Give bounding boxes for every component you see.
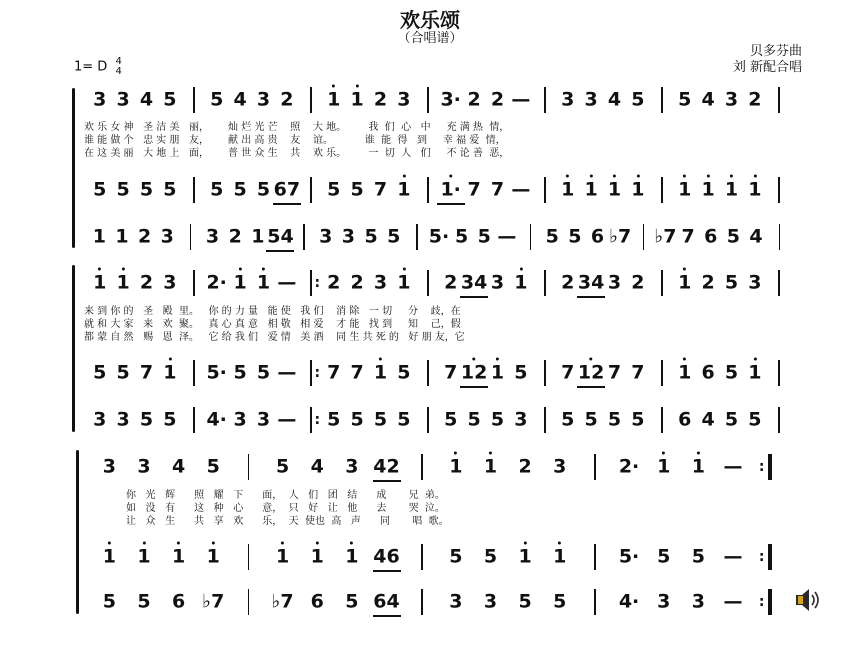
note: 3: [449, 590, 463, 613]
note: 1: [561, 178, 575, 201]
note: 3: [561, 88, 575, 111]
note: 2·: [618, 455, 640, 478]
note: 1: [327, 88, 341, 111]
lyric-s1-3: 在 这 美 丽 大 地 上 面， 普 世 众 生 共 欢 乐。 一 切 人 们 不 论 善 恶，: [84, 148, 510, 159]
barline: [778, 87, 780, 113]
note: 1: [137, 545, 151, 568]
lyric-s3-1: 你 光 辉 照 耀 下 面， 人 们 团 结 成 兄 弟。: [126, 490, 445, 501]
note: 2: [280, 88, 294, 111]
barline: [778, 270, 780, 296]
lyric-s3-3: 让 众 生 共 享 欢 乐， 天 使也 高 声 同 唱 歌。: [126, 516, 449, 527]
barline: [768, 589, 772, 615]
note: 3: [116, 408, 130, 431]
note: 7: [444, 361, 458, 384]
note: 5: [568, 225, 582, 248]
lyric-s3-2: 如 没 有 这 种 心 意， 只 好 让 他 去 哭 泣。: [126, 503, 445, 514]
note: 5: [691, 545, 705, 568]
note: 5: [137, 590, 151, 613]
note: 5: [724, 361, 739, 384]
note: 1: [657, 455, 671, 478]
note: 3: [93, 88, 107, 111]
lyric-s2-3: 都 蒙 自 然 赐 恩 泽。 它 给 我 们 爱 情 美 酒 同 生 共 死 的 好 朋 友，它: [84, 332, 465, 343]
beam-underline: [437, 203, 465, 205]
note: 5: [163, 408, 177, 431]
composer-line-2: 刘 新配合唱: [732, 60, 802, 75]
barline: [594, 589, 596, 615]
note: 1: [93, 271, 107, 294]
note: 1: [691, 455, 705, 478]
barline: [530, 224, 532, 250]
barline: [310, 407, 312, 433]
barline: [594, 544, 596, 570]
note: 2: [373, 88, 388, 111]
note: 3: [553, 455, 567, 478]
note: 2: [748, 88, 762, 111]
note: 1: [678, 178, 692, 201]
barline: [778, 177, 780, 203]
note: 5: [116, 178, 130, 201]
note: 1: [397, 178, 411, 201]
beam-underline: [577, 296, 605, 298]
note: 5: [350, 408, 364, 431]
note: 5: [256, 361, 271, 384]
note: 5: [584, 408, 598, 431]
note: 6: [678, 408, 692, 431]
song-subtitle: （合唱谱）: [397, 31, 463, 46]
note: 1: [748, 361, 762, 384]
note: 4: [233, 88, 247, 111]
note: 6: [172, 590, 186, 613]
note: 3·: [440, 88, 461, 111]
note: 5: [210, 88, 224, 111]
note: 5: [657, 545, 671, 568]
lyric-s1-1: 欢 乐 女 神 圣 洁 美 丽， 灿 烂 光 芒 照 大 地。 我 们 心 中 充 满 热 情，: [84, 122, 510, 133]
note: 1: [748, 178, 762, 201]
barline: [310, 87, 312, 113]
note: 2: [139, 271, 154, 294]
note: 2: [631, 271, 645, 294]
note: 7: [467, 178, 481, 201]
note: 2: [327, 271, 341, 294]
note: 5: [477, 225, 491, 248]
note: 5: [233, 361, 247, 384]
note: 1: [102, 545, 116, 568]
note: 1: [256, 271, 271, 294]
note: 3: [137, 455, 151, 478]
barline: [427, 87, 429, 113]
note: —: [277, 408, 297, 431]
note: 5: [724, 408, 739, 431]
note: 5: [163, 178, 177, 201]
note: 67: [273, 178, 301, 201]
note: 5: [275, 455, 290, 478]
lyric-s1-2: 谁 能 做 个 忠 实 朋 友， 献 出 高 贵 友 谊。 谁 能 得 到 幸 福 爱 情，: [84, 135, 506, 146]
note: —: [511, 88, 531, 111]
note: 3: [584, 88, 598, 111]
note: ♭7: [654, 225, 677, 248]
note: ♭7: [271, 590, 294, 613]
note: 4·: [618, 590, 640, 613]
repeat-sign: :: [314, 412, 321, 428]
barline: [768, 454, 772, 480]
note: 5: [545, 225, 559, 248]
note: —: [511, 178, 531, 201]
note: 5: [467, 408, 481, 431]
note: 4: [310, 455, 324, 478]
note: 5: [631, 408, 645, 431]
note: —: [277, 361, 297, 384]
note: 1: [251, 225, 265, 248]
barline: [544, 407, 546, 433]
note: 2: [518, 455, 532, 478]
note: 4: [701, 88, 715, 111]
note: 1: [345, 545, 359, 568]
note: 42: [373, 455, 400, 478]
note: 7: [139, 361, 154, 384]
note: 5: [678, 88, 692, 111]
note: 3: [256, 408, 271, 431]
note: 1: [514, 271, 528, 294]
note: 5: [561, 408, 575, 431]
note: 1: [584, 178, 598, 201]
note: 3: [160, 225, 174, 248]
note: 3: [483, 590, 498, 613]
beam-underline: [373, 480, 401, 482]
barline: [421, 544, 423, 570]
note: 1: [678, 271, 692, 294]
note: 4·: [206, 408, 227, 431]
note: 5: [373, 408, 388, 431]
barline: [416, 224, 418, 250]
beam-underline: [460, 386, 488, 388]
note: 3: [233, 408, 247, 431]
note: 5: [350, 178, 364, 201]
note: 1: [350, 88, 364, 111]
barline: [544, 87, 546, 113]
composer-line-1: 贝多芬曲: [749, 44, 802, 59]
note: 1: [172, 545, 186, 568]
note: 1: [275, 545, 290, 568]
note: 2: [350, 271, 364, 294]
repeat-sign: :: [314, 365, 321, 381]
note: 1: [490, 361, 505, 384]
beam-underline: [273, 203, 301, 205]
barline: [248, 454, 250, 480]
note: 4: [607, 88, 622, 111]
note: 1: [206, 545, 220, 568]
beam-underline: [266, 250, 294, 252]
note: 5·: [618, 545, 640, 568]
speaker-icon[interactable]: [794, 586, 824, 618]
barline: [427, 270, 429, 296]
note: 3: [116, 88, 130, 111]
note: 5: [163, 88, 177, 111]
note: 5·: [428, 225, 450, 248]
note: 5: [139, 408, 154, 431]
note: 7: [373, 178, 388, 201]
key-label: 1= D: [74, 59, 108, 75]
beam-underline: [460, 296, 488, 298]
note: 5: [724, 271, 739, 294]
note: 5: [748, 408, 762, 431]
song-title: 欢乐颂: [400, 8, 460, 32]
note: 3: [607, 271, 622, 294]
system-bracket: [76, 450, 79, 614]
note: 5: [233, 178, 247, 201]
barline: [427, 360, 429, 386]
note: 7: [681, 225, 695, 248]
note: 3: [748, 271, 762, 294]
note: 2: [228, 225, 242, 248]
barline: [310, 360, 312, 386]
barline: [427, 407, 429, 433]
time-bottom: 4: [115, 66, 122, 77]
barline: [193, 177, 195, 203]
system-bracket: [72, 265, 75, 432]
note: 6: [590, 225, 605, 248]
note: 3: [102, 455, 116, 478]
barline: [661, 360, 663, 386]
note: 5: [631, 88, 645, 111]
beam-underline: [577, 386, 605, 388]
note: 5: [483, 545, 498, 568]
barline: [310, 177, 312, 203]
note: 7: [490, 178, 505, 201]
note: 1: [553, 545, 567, 568]
note: —: [723, 590, 743, 613]
note: 4: [139, 88, 154, 111]
note: 5: [607, 408, 622, 431]
note: 2: [467, 88, 481, 111]
lyric-s2-1: 来 到 你 的 圣 殿 里。 你 的 力 量 能 使 我 们 消 除 一 切 分 歧，在: [84, 306, 461, 317]
note: 34: [460, 271, 488, 294]
note: 3: [490, 271, 505, 294]
note: 5: [444, 408, 458, 431]
note: 3: [691, 590, 705, 613]
barline: [248, 589, 250, 615]
note: 3: [514, 408, 528, 431]
note: 5: [490, 408, 505, 431]
repeat-sign: :: [758, 594, 765, 610]
lyric-s2-2: 就 和 大 家 来 欢 聚。 真 心 真 意 相 敬 相 爱 才 能 找 到 知 己，假: [84, 319, 461, 330]
barline: [193, 87, 195, 113]
note: 7: [350, 361, 364, 384]
repeat-sign: :: [758, 549, 765, 565]
note: 3: [205, 225, 220, 248]
note: 6: [701, 361, 715, 384]
note: 5: [518, 590, 532, 613]
note: 5: [449, 545, 463, 568]
note: 5: [327, 178, 341, 201]
note: 12: [460, 361, 488, 384]
note: 5: [553, 590, 567, 613]
note: 5: [139, 178, 154, 201]
note: 5: [102, 590, 116, 613]
barline: [303, 224, 305, 250]
note: —: [497, 225, 517, 248]
note: 5: [397, 408, 411, 431]
note: 4: [749, 225, 763, 248]
note: —: [723, 545, 743, 568]
composer-credit: [733, 44, 802, 76]
note: 1: [116, 271, 130, 294]
note: 12: [577, 361, 605, 384]
note: 3: [345, 455, 359, 478]
note: 5: [210, 178, 224, 201]
barline: [778, 360, 780, 386]
note: 46: [373, 545, 400, 568]
note: 1: [518, 545, 532, 568]
barline: [779, 224, 781, 250]
note: 6: [310, 590, 324, 613]
time-signature: [115, 57, 121, 77]
note: 1: [373, 361, 388, 384]
note: 3: [373, 271, 388, 294]
barline: [427, 177, 429, 203]
note: 1·: [440, 178, 461, 201]
note: ♭7: [202, 590, 225, 613]
barline: [193, 270, 195, 296]
note: 1: [449, 455, 463, 478]
barline: [778, 407, 780, 433]
note: 5·: [206, 361, 227, 384]
barline: [544, 177, 546, 203]
beam-underline: [373, 615, 401, 617]
note: 5: [387, 225, 401, 248]
note: —: [723, 455, 743, 478]
note: 1: [397, 271, 411, 294]
note: 4: [701, 408, 715, 431]
note: 4: [172, 455, 186, 478]
key-signature: [74, 57, 122, 77]
note: 34: [577, 271, 605, 294]
barline: [190, 224, 192, 250]
barline: [248, 544, 250, 570]
note: 1: [310, 545, 324, 568]
barline: [310, 270, 312, 296]
note: 5: [256, 178, 271, 201]
note: 2: [490, 88, 505, 111]
note: 6: [704, 225, 718, 248]
note: 5: [455, 225, 469, 248]
note: 2: [137, 225, 152, 248]
note: 3: [397, 88, 411, 111]
barline: [421, 589, 423, 615]
note: 1: [678, 361, 692, 384]
note: —: [277, 271, 297, 294]
barline: [193, 360, 195, 386]
repeat-sign: :: [758, 459, 765, 475]
note: 7: [561, 361, 575, 384]
barline: [193, 407, 195, 433]
barline: [661, 270, 663, 296]
note: 1: [607, 178, 622, 201]
note: 1: [115, 225, 129, 248]
note: 5: [397, 361, 411, 384]
time-top: 4: [115, 56, 122, 67]
note: 2: [701, 271, 715, 294]
beam-underline: [373, 570, 401, 572]
note: 3: [724, 88, 739, 111]
note: 5: [726, 225, 740, 248]
note: 3: [657, 590, 671, 613]
note: 2: [444, 271, 458, 294]
note: 3: [319, 225, 333, 248]
barline: [661, 407, 663, 433]
note: ♭7: [609, 225, 632, 248]
barline: [661, 177, 663, 203]
barline: [643, 224, 645, 250]
note: 54: [267, 225, 294, 248]
barline: [768, 544, 772, 570]
note: 3: [93, 408, 107, 431]
note: 2·: [206, 271, 227, 294]
note: 3: [256, 88, 271, 111]
note: 7: [327, 361, 341, 384]
barline: [661, 87, 663, 113]
note: 7: [631, 361, 645, 384]
note: 5: [514, 361, 528, 384]
note: 1: [631, 178, 645, 201]
note: 5: [116, 361, 130, 384]
note: 1: [483, 455, 498, 478]
note: 3: [163, 271, 177, 294]
barline: [594, 454, 596, 480]
note: 5: [93, 178, 107, 201]
note: 2: [561, 271, 575, 294]
note: 5: [327, 408, 341, 431]
note: 64: [373, 590, 400, 613]
note: 1: [92, 225, 106, 248]
note: 5: [93, 361, 107, 384]
note: 3: [341, 225, 356, 248]
note: 1: [724, 178, 739, 201]
note: 1: [233, 271, 247, 294]
note: 1: [163, 361, 177, 384]
repeat-sign: :: [314, 275, 321, 291]
note: 7: [607, 361, 622, 384]
system-bracket: [72, 88, 75, 248]
note: 5: [364, 225, 378, 248]
barline: [421, 454, 423, 480]
note: 5: [345, 590, 359, 613]
note: 5: [206, 455, 220, 478]
barline: [544, 270, 546, 296]
note: 1: [701, 178, 715, 201]
barline: [544, 360, 546, 386]
